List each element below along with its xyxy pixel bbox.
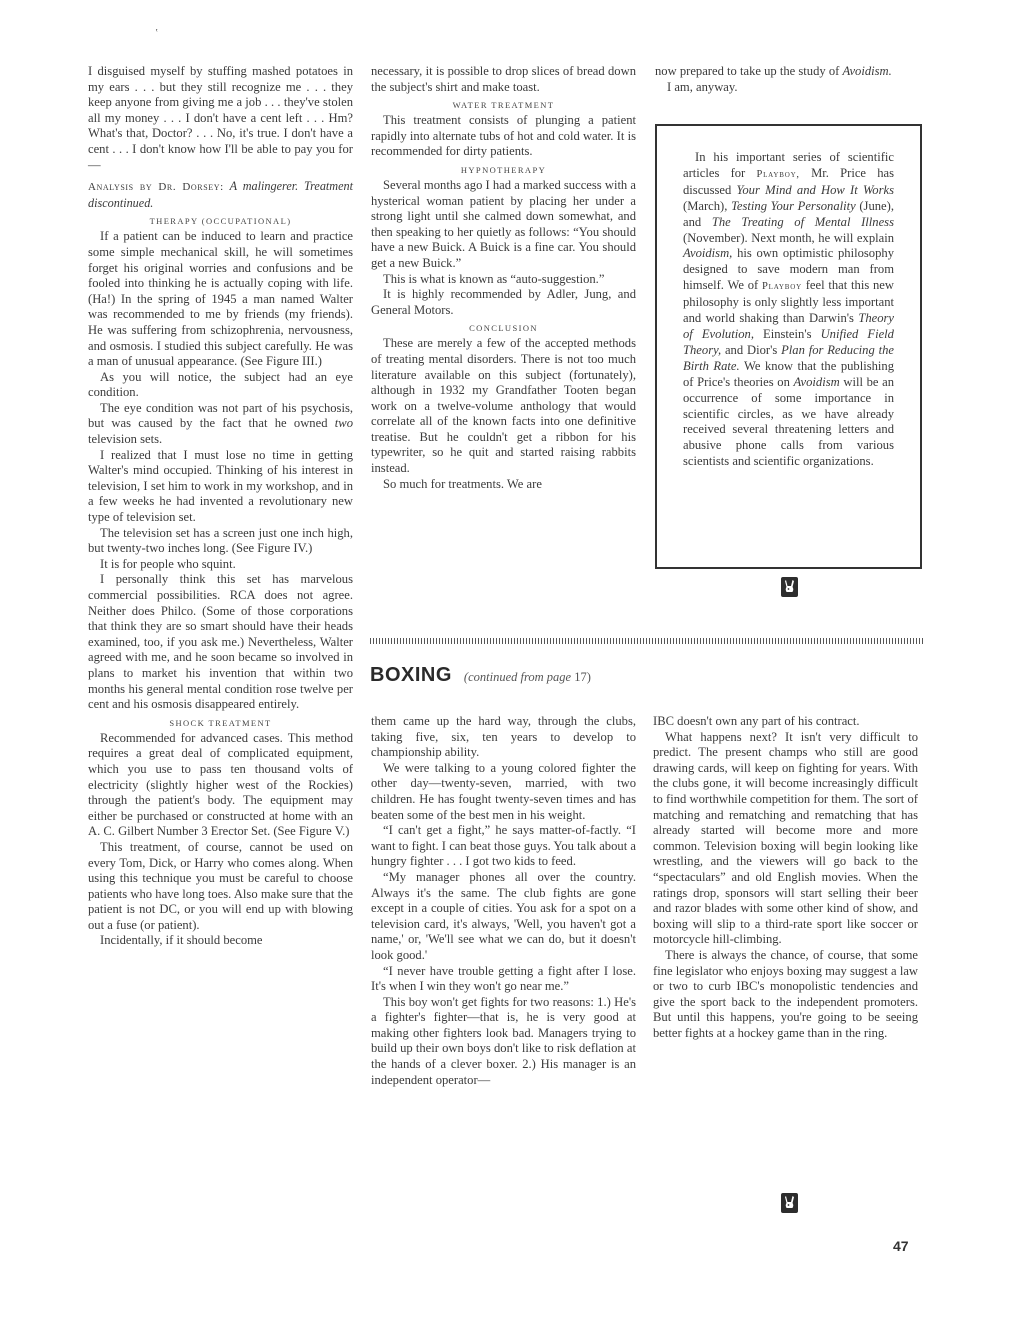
- emphasis: two: [334, 416, 353, 431]
- paragraph: I disguised myself by stuffing mashed potatoes in my ears . . . but they still recognize me . . . they keep anyone from giving me a job . . . they've stolen all my money . . . I don't have a cent left . . . Hm? What's that, Doctor? . . . No, it's true. I don't have a cent . . . I don't know how I'll be able to pay you for—: [88, 64, 353, 172]
- paragraph: Incidentally, if it should become: [100, 933, 263, 948]
- article-column-3: [655, 64, 922, 95]
- rabbit-head-glyph: [782, 1195, 797, 1211]
- paragraph: We were talking to a young colored fighter the other day—twenty-seven, married, with two children. He has fought twenty-seven times and has beaten some of the best men in his weight.: [371, 760, 636, 822]
- paragraph: This treatment consists of plunging a patient rapidly into alternate tubs of hot and cold water. It is recommended for dirty patients.: [371, 113, 636, 159]
- text-span: We know that the publishing of Price's theories on: [683, 358, 895, 389]
- paragraph: I am, anyway.: [667, 79, 738, 94]
- text-span: (March),: [683, 198, 728, 213]
- article-column-2: [371, 64, 636, 492]
- boxing-title: BOXING: [370, 664, 452, 686]
- editor-note-text: [683, 150, 894, 470]
- paragraph: These are merely a few of the accepted methods of treating mental disorders. There is not too much literature available on this subject (fortunately), although in 1932 my Grandfather Tooten began work on a twelve-volume anthology that would correlate all of the known facts into one definitive treatise. But he couldn't get a ribbon for his typewriter, so he quit and started raising rabbits instead.: [371, 336, 636, 476]
- paragraph: “I can't get a fight,” he says matter-of-factly. “I want to fight. I can beat those guys. You talk about a hungry fighter . . . I got two kids to feed.: [371, 823, 636, 869]
- paragraph: If a patient can be induced to learn and practice some simple mechanical skill, he will sometimes forget his original worries and confusions and be fooled into thinking he is actually coping with life. (Ha!) In the spring of 1945 a man named Walter was recommended to me by friends (my friends). He was suffering from schizophrenia, nervousness, and osmosis. I studied this subject carefully. He was a man of unusual appearance. (See Figure III.): [88, 229, 353, 369]
- paragraph: This is what is known as “auto-suggestion.”: [383, 271, 605, 286]
- paragraph: [655, 64, 922, 80]
- paragraph: Recommended for advanced cases. This method requires a great deal of complicated equipment, which you use to pass ten thousand volts of electricity (slightly higher west of the Rockies) through the patient's body. The equipment may either be purchased or constructed at home with an A. C. Gilbert Number 3 Erector Set. (See Figure V.): [88, 730, 353, 839]
- text-span: feel that this new philosophy is only slightly less important and world shaking than Darwin's: [683, 278, 894, 326]
- paragraph: I personally think this set has marvelous commercial possibilities. RCA does not agree. Neither does Philco. (Some of those corporations that think they are so smart should have their heads examined, too, if you ask me.) Nevertheless, Walter agreed with me, and he soon became so involved in plans to market his invention that within two months his general mental condition rose twelve per cent and his osmosis disappeared entirely.: [88, 572, 353, 712]
- paragraph: necessary, it is possible to drop slices of bread down the subject's shirt and make toast.: [371, 64, 636, 94]
- article-title: Your Mind and How It Works: [736, 182, 894, 197]
- paragraph: [88, 401, 353, 448]
- paragraph: This boy won't get fights for two reasons: 1.) He's a fighter's fighter—that is, he is very good at making other fighters look bad. Managers trying to build up their own boys don't like to risk deflation at the hands of a clever boxer. 2.) His manager is an independent operator—: [371, 994, 636, 1087]
- boxing-continuation-header: [370, 664, 591, 688]
- paragraph: IBC doesn't own any part of his contract.: [653, 714, 860, 728]
- continued-prefix: (continued from page: [463, 670, 572, 684]
- article-title: The Treating of Mental Illness: [711, 214, 894, 229]
- article-title: Unified Field Theory,: [683, 326, 894, 357]
- paragraph: Several months ago I had a marked success with a hysterical woman patient by placing her under a strong light until she calmed down somewhat, and then speaking to her quietly as follows: “You should have a new Buick. A Buick is a fine car. You should get a new Buick.”: [371, 177, 636, 270]
- page-number: 47: [893, 1238, 909, 1254]
- paragraph: “My manager phones all over the country. Always it's the same. The club fights are gone except in a couple of cities. You ask for a spot on a television card, it's always, 'Well, you haven't got a name,' or, 'We'll see what we can do, but it doesn't look good.': [371, 869, 636, 962]
- text-span: In his important series of scientific articles for: [683, 150, 894, 180]
- text-span: television sets.: [88, 432, 163, 447]
- paragraph: The television set has a screen just one inch high, but twenty-two inches long. (See Figure IV.): [88, 525, 353, 556]
- text-span: and Dior's: [724, 342, 778, 357]
- paragraph: As you will notice, the subject had an eye condition.: [88, 369, 353, 400]
- paragraph: It is for people who squint.: [100, 556, 236, 571]
- page-corner-mark: ʽ: [155, 28, 159, 39]
- section-divider: [370, 638, 924, 644]
- paragraph: There is always the chance, of course, that some fine legislator who enjoys boxing may suggest a law or two to curb IBC's monopolistic tendencies and give the sport back to the independent promoters. But until this happens, you're going to be seeing better fights at a hockey game than in the ring.: [653, 947, 918, 1040]
- continued-note: [464, 670, 591, 684]
- article-title: Plan for Reducing the Birth Rate.: [683, 342, 894, 373]
- emphasis: Avoidism.: [842, 64, 892, 78]
- rabbit-head-icon: [781, 1193, 798, 1213]
- paragraph: This treatment, of course, cannot be used on every Tom, Dick, or Harry who comes along. When using this technique you must be careful to choose patients who have long toes. Also make sure that the patient is not DC, or you will end up with blowing out a fuse (or patient).: [88, 839, 353, 932]
- boxing-column-2: [653, 714, 918, 1041]
- text-span: The eye condition was not part of his psychosis, but was caused by the fact that he owned: [88, 400, 353, 431]
- article-column-1: [88, 64, 353, 949]
- text-span: (November). Next month, he will explain: [683, 230, 894, 245]
- section-heading: CONCLUSION: [469, 323, 538, 334]
- article-title: Theory of Evolution,: [683, 311, 894, 341]
- text-span: Einstein's: [763, 326, 812, 341]
- analysis-label: Analysis by Dr. Dorsey:: [88, 181, 224, 194]
- text-span: will be an occurrence of some importance in scientific circles, as we have already received several threatening letters and abusive phone calls from various scientists and scientific organizations.: [683, 374, 894, 469]
- magazine-name: Playboy,: [756, 168, 800, 180]
- section-heading: THERAPY (OCCUPATIONAL): [149, 216, 292, 227]
- analysis-text: A malingerer. Treatment discontinued.: [88, 179, 354, 210]
- text-span: Mr. Price has discussed: [683, 165, 894, 197]
- paragraph: “I never have trouble getting a fight after I lose. It's when I win they won't go near me.”: [371, 963, 636, 994]
- paragraph: It is highly recommended by Adler, Jung, and General Motors.: [371, 287, 636, 317]
- editor-note-box: [655, 124, 922, 569]
- section-heading: SHOCK TREATMENT: [169, 717, 272, 728]
- analysis-note: [88, 179, 353, 211]
- continued-page: 17): [574, 670, 591, 684]
- rabbit-head-glyph: [782, 579, 797, 595]
- paragraph: What happens next? It isn't very difficult to predict. The present champs who still are good drawing cards, will keep on fighting for years. With the clubs gone, it will become increasingly difficult to find worthwhile competition for them. The sort of matching and rematching and rematching that has already started will become more and more common. Television boxing will begin looking like wrestling, and the viewers will go back to the “spectaculars” and old English movies. When the ratings drop, sponsors will start selling their beer and razor blades with some other kind of show, and boxing will slip to a third-rate sport like soccer or motorcycle hill-climbing.: [653, 729, 918, 947]
- paragraph: I realized that I must lose no time in getting Walter's mind occupied. Thinking of his interest in television, I set him to work in my workshop, and in a few weeks he had invented a revolutionary new type of television set.: [88, 447, 353, 525]
- text-span: (June), and: [683, 198, 894, 229]
- paragraph: So much for treatments. We are: [383, 476, 542, 491]
- paragraph: them came up the hard way, through the clubs, taking five, six, ten years to develop to championship ability.: [371, 714, 636, 760]
- rabbit-head-icon: [781, 577, 798, 597]
- article-title: Testing Your Personality: [731, 198, 856, 213]
- magazine-name: Playboy: [761, 281, 802, 293]
- section-heading: WATER TREATMENT: [452, 100, 555, 111]
- text-span: now prepared to take up the study of: [655, 64, 840, 78]
- text-span: his own optimistic philosophy designed to save modern man from himself. We of: [683, 246, 894, 293]
- boxing-column-1: [371, 714, 636, 1088]
- section-heading: HYPNOTHERAPY: [460, 164, 547, 175]
- article-title: Avoidism,: [683, 246, 733, 261]
- article-title: Avoidism: [793, 374, 840, 389]
